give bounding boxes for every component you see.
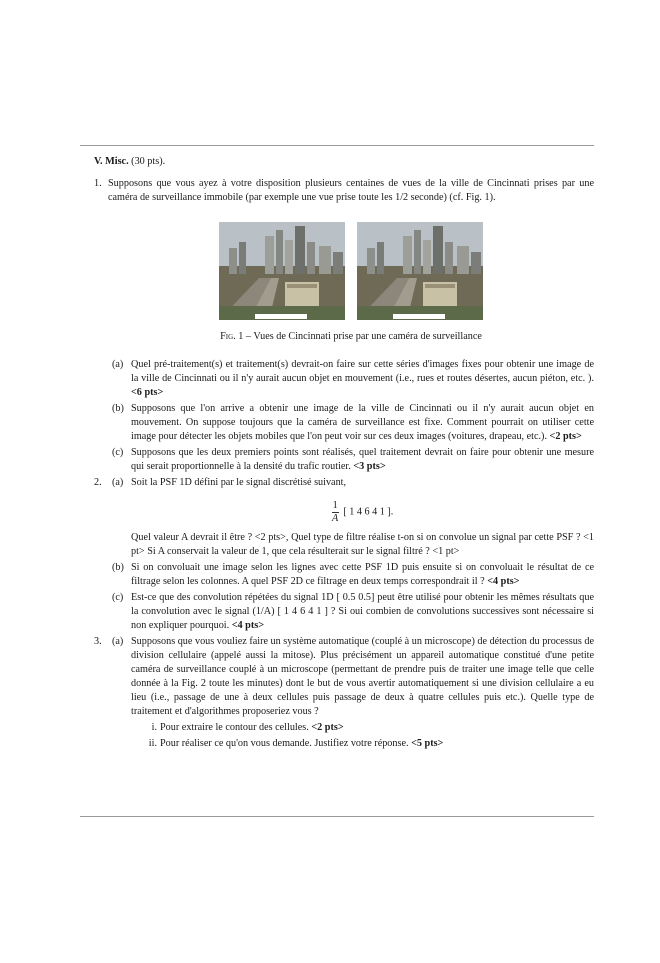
sub-text: Supposons que l'on arrive a obtenir une image de la ville de Cincinnati ou il n'y aurait aucun objet en mouvement. On suppose toujours que la caméra de surveillance est fixe. Comment pourrait on utiliser cette image pour détecter les objets mobiles que l'on peut voir sur ces deux images (voitures, drapeau, etc.). [131, 403, 594, 442]
cincinnati-photo-left [219, 222, 345, 320]
cincinnati-photo-right [357, 222, 483, 320]
question-number: 1. [94, 178, 102, 189]
sub-label: (c) [112, 592, 124, 603]
question-1a [108, 358, 594, 400]
sub-label: (b) [112, 562, 124, 573]
section-title [94, 155, 594, 169]
bottom-rule [80, 816, 594, 817]
question-3a [108, 635, 594, 751]
question-1c [108, 446, 594, 474]
question-text: Supposons que vous ayez à votre disposition plusieurs centaines de vues de la ville de Cincinnati prises par une caméra de surveillance immobile (par exemple une vue prise toute les 1/2 seconde) (cf. Fig. 1). [108, 178, 594, 203]
sub-points: <2 pts> [549, 431, 582, 442]
fraction [332, 500, 339, 525]
figure-1 [108, 222, 594, 320]
question-1b [108, 402, 594, 444]
psf-vector: [ 1 4 6 4 1 ]. [343, 506, 394, 518]
sub-label: (a) [112, 636, 124, 647]
question-2b [108, 561, 594, 589]
sub-label: (a) [112, 359, 124, 370]
fraction-numerator: 1 [332, 500, 338, 511]
sub-points: <2 pts> [311, 722, 344, 733]
exam-section [94, 155, 594, 753]
sub-points: <4 pts> [487, 576, 520, 587]
caption-text: – Vues de Cincinnati prise par une caméra de surveillance [243, 331, 482, 342]
sub-label: (c) [112, 447, 124, 458]
question-number: 3. [94, 636, 102, 647]
question-3a-i [131, 721, 594, 735]
psf-equation [131, 500, 594, 525]
sub-points: <5 pts> [411, 738, 444, 749]
sub-points: <6 pts> [131, 387, 164, 398]
sub-text: Supposons que vous vouliez faire un système automatique (couplé à un microscope) de détection du processus de division cellulaire (appelé aussi la mitose). Plus précisément un appareil automatique constitué d'une petite caméra de surveillance couplé à un microscope (permettant de prendre puis de traiter une image telle que celle donnée à la Fig. 2 toute les minutes) dont le but de vous avertir automatiquement si une division cellulaire a eu lieu (i.e., passage de une à deux cellules puis passage de deux à quatre cellules puis etc.). Quelle type de traitement et d'algorithmes proposeriez vous ? [131, 636, 594, 717]
section-points: (30 pts). [131, 156, 166, 167]
question-2a [108, 476, 594, 559]
sub-label: ii. [148, 738, 157, 749]
question-1 [94, 177, 594, 474]
sub-points: <3 pts> [353, 461, 386, 472]
question-2 [94, 476, 594, 633]
question-3a-ii [131, 737, 594, 751]
sub-text: Quel valeur A devrait il être ? <2 pts>, Quel type de filtre réalise t-on si on convolue un signal par cette PSF ? <1 pt> Si A conservait la valeur de 1, que cela résulterait sur le signal filtré ? <1 pt> [131, 532, 594, 557]
sub-points: <4 pts> [231, 620, 265, 631]
sub-label: i. [151, 722, 157, 733]
figure-1-caption [108, 330, 594, 344]
caption-prefix: Fig. 1 [220, 331, 244, 342]
sub-intro: Soit la PSF 1D défini par le signal discrétisé suivant, [131, 477, 347, 488]
question-number: 2. [94, 477, 102, 488]
sub-label: (a) [112, 477, 124, 488]
fraction-denominator: A [332, 513, 339, 524]
sub-text: Si on convoluait une image selon les lignes avec cette PSF 1D puis ensuite si on convoluait le résultat de ce filtrage selon les colonnes. A quel PSF 2D ce filtrage en deux temps correspondrait il ? [131, 562, 594, 587]
sub-text: Supposons que les deux premiers points sont réalisés, quel traitement devrait on faire pour obtenir une mesure qui serait proportionnelle à la densité du trafic routier. [131, 447, 594, 472]
sub-text: Pour réaliser ce qu'on vous demande. Justifiez votre réponse. [160, 738, 409, 749]
section-label: V. Misc. [94, 156, 129, 167]
question-3 [94, 635, 594, 751]
sub-label: (b) [112, 403, 124, 414]
sub-text: Quel pré-traitement(s) et traitement(s) devrait-on faire sur cette séries d'images fixes pour obtenir une image de la ville de Cincinnati ou il n'y aurait aucun objet en mouvement (i.e., rues et routes désertes, aucun piéton, etc. ). [131, 359, 594, 384]
top-rule [80, 145, 594, 146]
sub-text: Est-ce que des convolution répétées du signal 1D [ 0.5 0.5] peut être utilisé pour obtenir les mêmes résultats que la convolution avec le signal (1/A) [ 1 4 6 4 1 ] ? Si oui combien de convolutions successives sont nécessaire si non expliquer pourquoi. [131, 592, 594, 631]
sub-text: Pour extraire le contour des cellules. [160, 722, 309, 733]
question-2c [108, 591, 594, 633]
